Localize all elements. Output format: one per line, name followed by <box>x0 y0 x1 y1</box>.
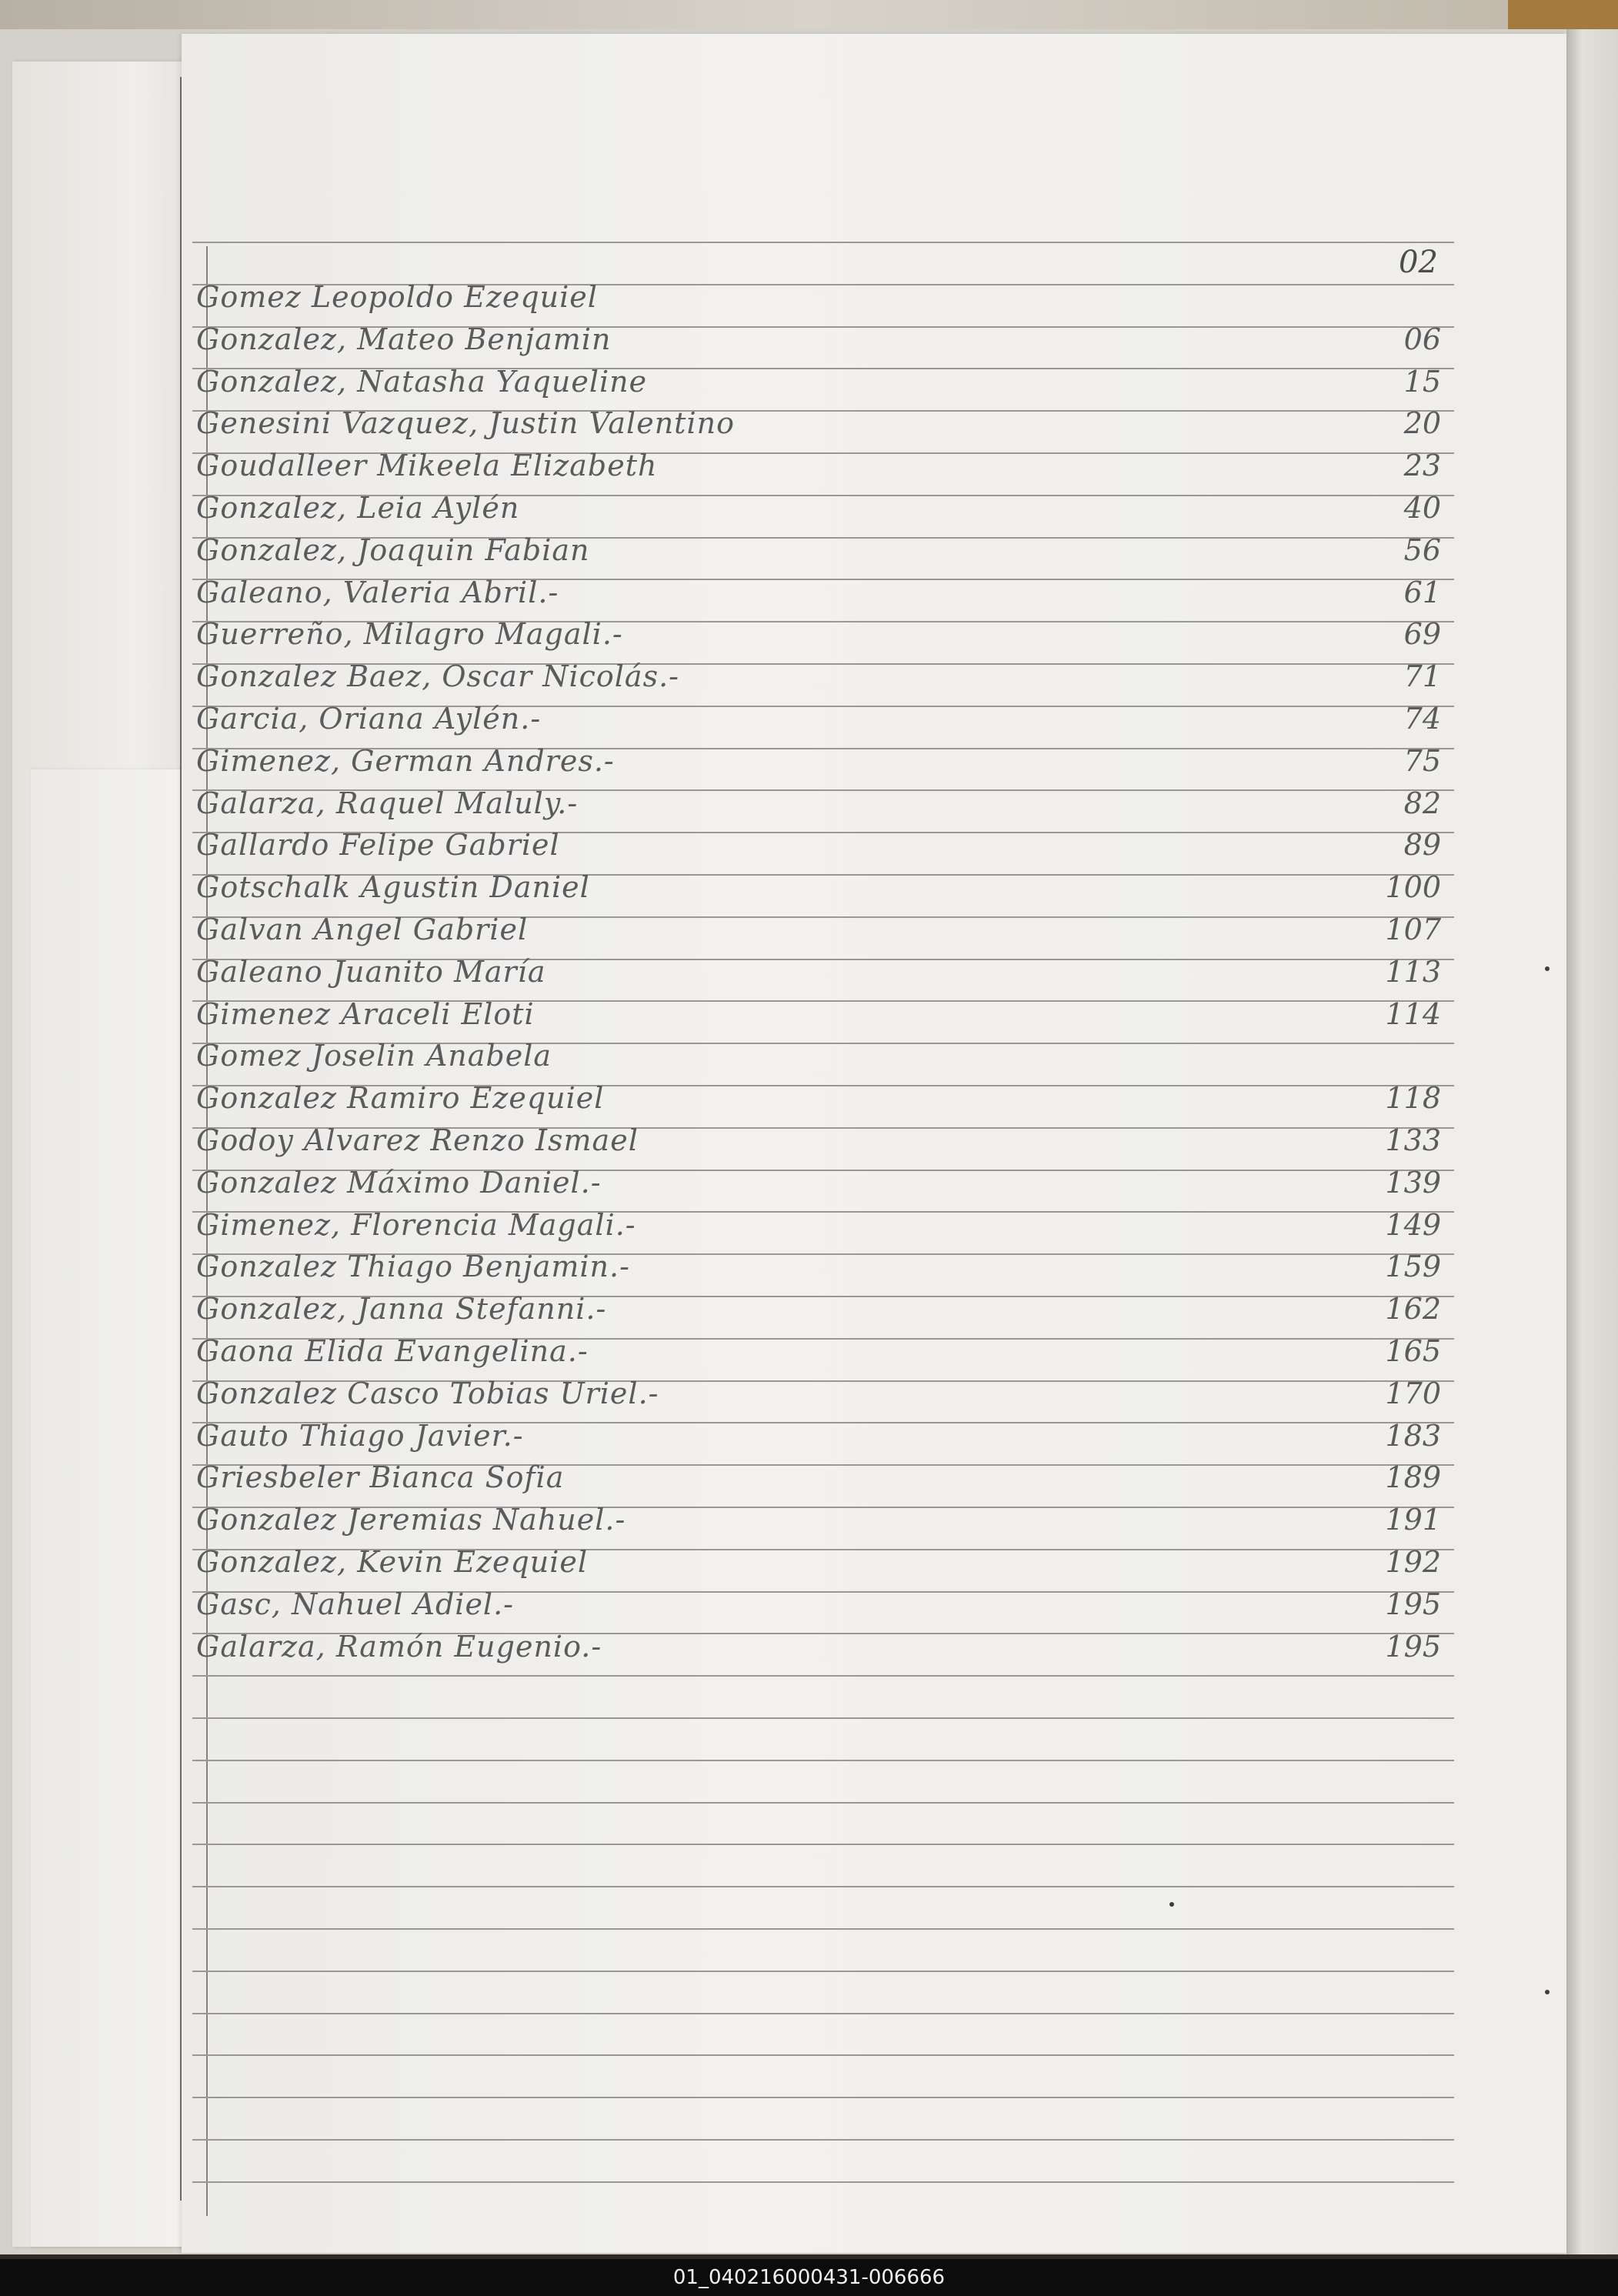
entry-number: 192 <box>1385 1545 1441 1579</box>
entry-name: Gonzalez Máximo Daniel.- <box>196 1166 602 1200</box>
right-page-edge <box>1566 29 1618 2254</box>
entry-name: Gasc, Nahuel Adiel.- <box>196 1587 515 1621</box>
entry-number: 107 <box>1385 913 1441 946</box>
page-number: 02 <box>1399 245 1438 280</box>
ruled-line <box>192 2181 1454 2183</box>
entry-number: 61 <box>1403 576 1441 609</box>
entry-name: Griesbeler Bianca Sofia <box>196 1460 565 1494</box>
left-page-flap-lower <box>31 769 192 2247</box>
entry-name: Genesini Vazquez, Justin Valentino <box>196 406 735 440</box>
entry-name: Gonzalez, Joaquin Fabian <box>196 533 590 567</box>
entry-number: 100 <box>1385 870 1441 904</box>
entry-number: 162 <box>1385 1292 1441 1326</box>
ruled-line <box>192 242 1454 243</box>
ink-dot <box>1545 1990 1550 1994</box>
entry-number: 20 <box>1403 406 1441 440</box>
entry-name: Gauto Thiago Javier.- <box>196 1419 524 1453</box>
image-identifier: 01_040216000431-006666 <box>672 2266 946 2289</box>
entry-name: Gonzalez Baez, Oscar Nicolás.- <box>196 659 679 693</box>
entry-number: 139 <box>1385 1166 1441 1200</box>
entry-number: 113 <box>1385 955 1441 989</box>
entry-name: Gaona Elida Evangelina.- <box>196 1334 589 1368</box>
entry-number: 159 <box>1385 1250 1441 1283</box>
entry-number: 183 <box>1385 1419 1441 1453</box>
ruled-line <box>192 2139 1454 2141</box>
entry-name: Gonzalez Casco Tobias Uriel.- <box>196 1377 659 1410</box>
ruled-line <box>192 1760 1454 1761</box>
ink-dot <box>1169 1902 1174 1907</box>
entry-number: 56 <box>1403 533 1441 567</box>
entry-number: 170 <box>1385 1377 1441 1410</box>
entry-number: 114 <box>1385 997 1441 1031</box>
ruled-line <box>192 1717 1454 1719</box>
entry-name: Galeano Juanito María <box>196 955 546 989</box>
entry-name: Gonzalez, Leia Aylén <box>196 491 520 525</box>
entry-name: Gotschalk Agustin Daniel <box>196 870 590 904</box>
entry-name: Gallardo Felipe Gabriel <box>196 828 560 862</box>
top-binding-strip <box>0 0 1618 31</box>
entry-number: 15 <box>1403 365 1441 399</box>
entry-name: Gonzalez Jeremias Nahuel.- <box>196 1503 626 1537</box>
entry-name: Gomez Joselin Anabela <box>196 1039 552 1073</box>
entry-number: 89 <box>1403 828 1441 862</box>
ruled-line <box>192 1675 1454 1677</box>
entry-number: 149 <box>1385 1208 1441 1242</box>
entry-number: 133 <box>1385 1123 1441 1157</box>
entry-name: Gonzalez, Kevin Ezequiel <box>196 1545 589 1579</box>
entry-number: 195 <box>1385 1587 1441 1621</box>
margin-rule <box>180 77 182 2201</box>
entry-name: Galvan Angel Gabriel <box>196 913 529 946</box>
ruled-line <box>192 1971 1454 1972</box>
entry-name: Gonzalez, Natasha Yaqueline <box>196 365 648 399</box>
entry-number: 75 <box>1403 744 1441 778</box>
ruled-line <box>192 1802 1454 1804</box>
entry-name: Guerreño, Milagro Magali.- <box>196 617 623 651</box>
ruled-line <box>192 1928 1454 1930</box>
ruled-line <box>192 1844 1454 1845</box>
entry-number: 195 <box>1385 1630 1441 1664</box>
entry-name: Gonzalez Thiago Benjamin.- <box>196 1250 630 1283</box>
ruled-line <box>192 2097 1454 2098</box>
entry-name: Gimenez, Florencia Magali.- <box>196 1208 636 1242</box>
entry-name: Garcia, Oriana Aylén.- <box>196 702 542 736</box>
entry-name: Gonzalez Ramiro Ezequiel <box>196 1081 605 1115</box>
ruled-line <box>192 1886 1454 1887</box>
ruled-line <box>192 2054 1454 2056</box>
entry-name: Galarza, Ramón Eugenio.- <box>196 1630 602 1664</box>
entry-name: Gonzalez, Janna Stefanni.- <box>196 1292 607 1326</box>
entry-name: Gimenez Araceli Eloti <box>196 997 535 1031</box>
entry-number: 189 <box>1385 1460 1441 1494</box>
book-cover-edge <box>1508 0 1618 31</box>
entry-name: Galarza, Raquel Maluly.- <box>196 786 579 820</box>
ink-dot <box>1545 966 1550 971</box>
entry-number: 118 <box>1385 1081 1441 1115</box>
entry-number: 06 <box>1403 322 1441 356</box>
entry-name: Galeano, Valeria Abril.- <box>196 576 559 609</box>
entry-number: 191 <box>1385 1503 1441 1537</box>
entry-number: 82 <box>1403 786 1441 820</box>
entry-name: Gomez Leopoldo Ezequiel <box>196 280 598 314</box>
entry-number: 165 <box>1385 1334 1441 1368</box>
entry-number: 23 <box>1403 449 1441 482</box>
entry-number: 71 <box>1403 659 1441 693</box>
entry-name: Gimenez, German Andres.- <box>196 744 615 778</box>
entry-number: 74 <box>1403 702 1441 736</box>
entry-number: 69 <box>1403 617 1441 651</box>
ruled-line <box>192 2013 1454 2014</box>
entry-name: Goudalleer Mikeela Elizabeth <box>196 449 658 482</box>
entry-name: Godoy Alvarez Renzo Ismael <box>196 1123 639 1157</box>
entry-name: Gonzalez, Mateo Benjamin <box>196 322 612 356</box>
entry-number: 40 <box>1403 491 1441 525</box>
